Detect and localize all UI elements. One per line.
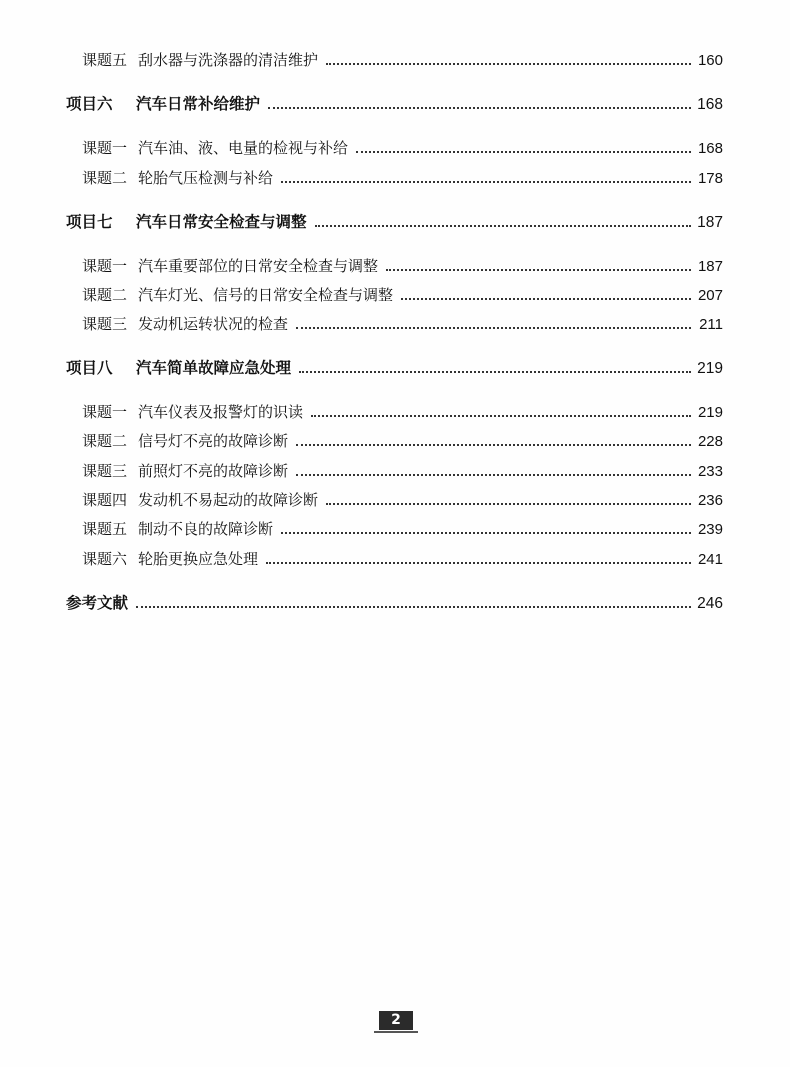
lesson-number: 课题三 <box>82 462 128 480</box>
entry-title: 参考文献 <box>66 594 129 612</box>
page-number: 187 <box>697 258 723 275</box>
entry-title: 信号灯不亮的故障诊断 <box>138 432 289 450</box>
folio-underline <box>374 1031 418 1033</box>
entry-title: 制动不良的故障诊断 <box>138 520 274 538</box>
lesson-number: 课题五 <box>82 520 128 538</box>
dot-leader <box>315 225 691 227</box>
toc-entry[interactable] <box>82 519 723 540</box>
project-number: 项目七 <box>66 213 113 231</box>
page-number: 239 <box>697 521 723 538</box>
page-number: 168 <box>697 140 723 157</box>
toc-entry[interactable] <box>66 593 723 614</box>
lesson-number: 课题五 <box>82 51 128 69</box>
toc-entry[interactable] <box>66 94 723 115</box>
lesson-number: 课题四 <box>82 491 128 509</box>
toc-entry[interactable] <box>82 285 723 306</box>
entry-title: 汽车简单故障应急处理 <box>136 359 292 377</box>
entry-title: 前照灯不亮的故障诊断 <box>138 462 289 480</box>
page-number: 228 <box>697 433 723 450</box>
entry-title: 发动机运转状况的检查 <box>138 315 289 333</box>
page-number: 236 <box>697 492 723 509</box>
lesson-number: 课题三 <box>82 315 128 333</box>
page-number: 168 <box>697 96 723 113</box>
toc-entry[interactable] <box>82 549 723 570</box>
entry-title: 汽车日常补给维护 <box>136 95 261 113</box>
toc-entry[interactable] <box>66 358 723 379</box>
toc-entry[interactable] <box>82 490 723 511</box>
dot-leader <box>136 606 691 608</box>
dot-leader <box>296 474 691 476</box>
page-number: 246 <box>697 595 723 612</box>
toc-entry[interactable] <box>82 138 723 159</box>
dot-leader <box>299 371 691 373</box>
dot-leader <box>326 503 691 505</box>
page-number: 211 <box>699 316 723 333</box>
toc-entry[interactable] <box>82 431 723 452</box>
entry-title: 刮水器与洗涤器的清洁维护 <box>138 51 319 69</box>
entry-title: 汽车油、液、电量的检视与补给 <box>138 139 349 157</box>
toc-entry[interactable] <box>82 50 723 71</box>
lesson-number: 课题二 <box>82 432 128 450</box>
toc-entry[interactable] <box>82 314 723 335</box>
toc-entry[interactable] <box>66 212 723 233</box>
dot-leader <box>311 415 691 417</box>
lesson-number: 课题二 <box>82 286 128 304</box>
page-number: 219 <box>697 360 723 377</box>
page-number: 187 <box>697 214 723 231</box>
entry-title: 汽车灯光、信号的日常安全检查与调整 <box>138 286 394 304</box>
entry-title: 汽车仪表及报警灯的识读 <box>138 403 304 421</box>
lesson-number: 课题一 <box>82 257 128 275</box>
dot-leader <box>268 107 691 109</box>
page-number: 233 <box>697 463 723 480</box>
page-number: 160 <box>697 52 723 69</box>
entry-title: 汽车日常安全检查与调整 <box>136 213 307 231</box>
lesson-number: 课题六 <box>82 550 128 568</box>
entry-title: 发动机不易起动的故障诊断 <box>138 491 319 509</box>
dot-leader <box>281 532 691 534</box>
lesson-number: 课题一 <box>82 403 128 421</box>
page-number: 241 <box>697 551 723 568</box>
entry-title: 汽车重要部位的日常安全检查与调整 <box>138 257 379 275</box>
dot-leader <box>401 298 691 300</box>
dot-leader <box>266 562 691 564</box>
page-number: 207 <box>697 287 723 304</box>
dot-leader <box>386 269 691 271</box>
toc-entry[interactable] <box>82 402 723 423</box>
dot-leader <box>281 181 691 183</box>
toc-entry[interactable] <box>82 461 723 482</box>
dot-leader <box>296 327 691 329</box>
entry-title: 轮胎气压检测与补给 <box>138 169 274 187</box>
page-number: 219 <box>697 404 723 421</box>
project-number: 项目六 <box>66 95 113 113</box>
page-number: 178 <box>697 170 723 187</box>
toc-entry[interactable] <box>82 256 723 277</box>
entry-title: 轮胎更换应急处理 <box>138 550 259 568</box>
toc-entry[interactable] <box>82 168 723 189</box>
lesson-number: 课题二 <box>82 169 128 187</box>
dot-leader <box>356 151 691 153</box>
lesson-number: 课题一 <box>82 139 128 157</box>
page-folio: 2 <box>379 1011 413 1030</box>
dot-leader <box>296 444 691 446</box>
dot-leader <box>326 63 691 65</box>
project-number: 项目八 <box>66 359 113 377</box>
